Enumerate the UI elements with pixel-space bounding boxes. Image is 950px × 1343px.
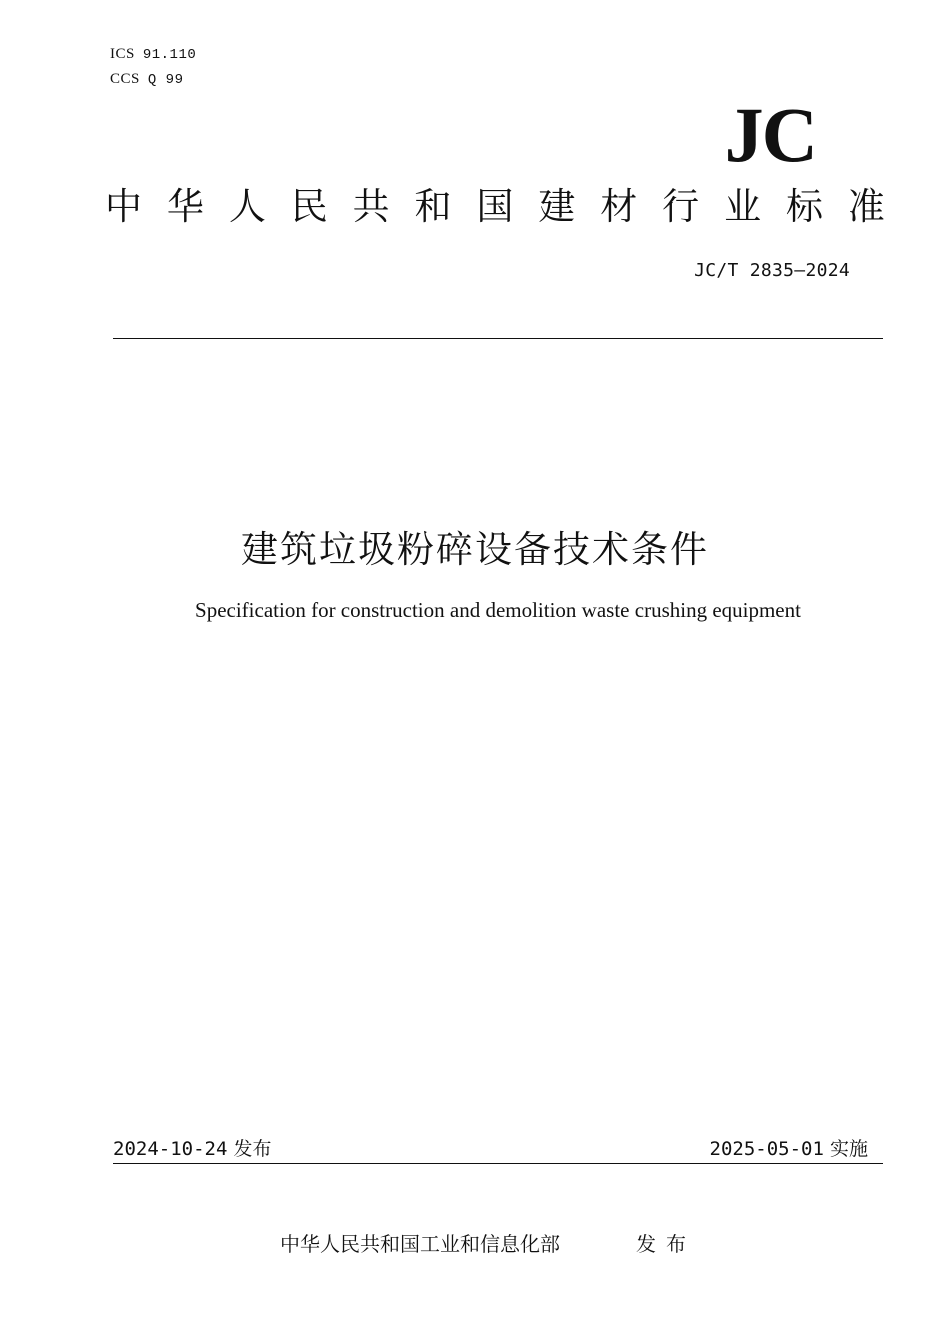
ics-code: 91.110 xyxy=(142,47,197,63)
ccs-label: CCS xyxy=(110,71,140,87)
org-title-char: 行 xyxy=(662,185,700,228)
org-title-char: 人 xyxy=(228,185,266,228)
org-title-char: 准 xyxy=(847,185,885,228)
implementation-date-line xyxy=(710,1134,868,1161)
org-title-char: 中 xyxy=(105,185,142,228)
document-title-zh: 建筑垃圾粉碎设备技术条件 xyxy=(241,528,709,571)
bottom-divider xyxy=(113,1163,883,1164)
implementation-date: 2025-05-01 xyxy=(709,1138,824,1160)
top-divider xyxy=(113,338,883,339)
org-title-char: 建 xyxy=(538,185,576,228)
ccs-code: Q 99 xyxy=(147,72,184,88)
org-title-char: 标 xyxy=(785,185,823,228)
ics-classification xyxy=(110,46,196,63)
org-title-char: 和 xyxy=(414,185,452,228)
org-title-char: 国 xyxy=(476,185,514,228)
issuer-name: 中华人民共和国工业和信息化部 xyxy=(280,1232,560,1256)
org-title-char: 业 xyxy=(724,185,762,228)
ics-label: ICS xyxy=(110,46,135,62)
ccs-classification xyxy=(110,71,183,88)
org-title-char: 华 xyxy=(166,185,204,228)
issue-label: 发布 xyxy=(233,1138,272,1160)
org-title-char: 民 xyxy=(290,185,328,228)
org-title-char: 材 xyxy=(600,185,638,228)
issue-date: 2024-10-24 xyxy=(113,1138,228,1160)
issuer-verb: 发布 xyxy=(636,1232,696,1256)
org-title xyxy=(105,184,885,230)
standard-number: JC/T 2835—2024 xyxy=(694,260,850,281)
document-title-en: Specification for construction and demolition waste crushing equipment xyxy=(195,598,801,622)
implementation-label: 实施 xyxy=(829,1138,868,1160)
issue-date-line xyxy=(113,1134,271,1161)
jc-logo: JC xyxy=(724,91,816,178)
org-title-char: 共 xyxy=(352,185,390,228)
